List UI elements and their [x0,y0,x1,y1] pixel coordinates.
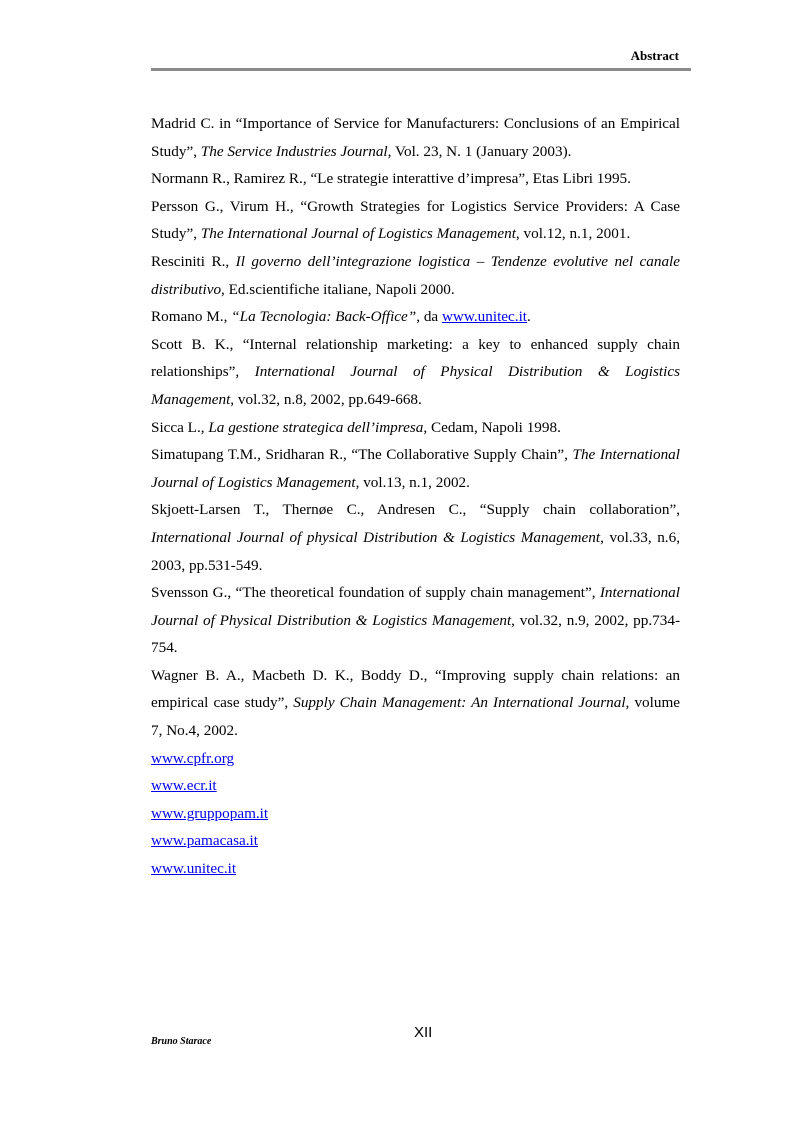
reference-link[interactable]: www.unitec.it [441,308,528,326]
website-link[interactable]: www.ecr.it [151,777,217,795]
website-link[interactable]: www.cpfr.org [151,749,235,767]
reference-text: Normann R., Ramirez R., “Le strategie interattive d’impresa”, Etas Libri 1995. [151,170,631,188]
reference-text: , vol.13, n.1, 2002. [355,473,470,491]
website-link[interactable]: www.pamacasa.it [151,832,258,850]
reference-entry [151,303,680,331]
reference-text: , vol.32, n.8, 2002, pp.649-668. [230,390,422,408]
footer-author: Bruno Starace [151,1036,212,1047]
reference-text: Sicca L., [151,418,209,436]
reference-title: La gestione strategica dell’impresa [208,418,424,436]
header-divider [151,68,691,71]
reference-text: , Cedam, Napoli 1998. [423,418,561,436]
website-link[interactable]: www.gruppopam.it [151,804,269,822]
reference-entry [151,165,680,193]
reference-entry [151,110,680,165]
reference-text: Wagner B. A., Macbeth D. K., Boddy D., “Improving supply chain relations: an empirical case study”, [151,666,680,712]
reference-entry [151,496,680,579]
reference-text: , Ed.scientifiche italiane, Napoli 2000. [221,280,455,298]
reference-entry [151,662,680,745]
page-number: XII [414,1024,433,1041]
reference-text: Svensson G., “The theoretical foundation of supply chain management”, [151,584,600,602]
reference-title: The International Journal of Logistics Management [151,446,680,491]
reference-title: Supply Chain Management: An International Journal [293,694,626,712]
website-link[interactable]: www.unitec.it [151,860,237,878]
reference-entry [151,579,680,662]
reference-text: Scott B. K., “Internal relationship marketing: a key to enhanced supply chain relationships”, [151,335,680,381]
reference-entry [151,331,680,414]
reference-text: Simatupang T.M., Sridharan R., “The Collaborative Supply Chain”, [151,446,573,464]
reference-text: , volume 7, No.4, 2002. [151,694,680,740]
reference-text: Skjoett-Larsen T., Thernøe C., Andresen C., “Supply chain collaboration”, [151,501,680,519]
reference-entries [151,110,680,745]
reference-entry [151,193,680,248]
reference-entry [151,441,680,496]
reference-text: , Vol. 23, N. 1 (January 2003). [387,142,572,160]
reference-text: Madrid C. in “Importance of Service for Manufacturers: Conclusions of an Empirical Study”, [151,115,680,160]
reference-title: The International Journal of Logistics Management [200,225,516,243]
reference-list [151,110,680,883]
reference-title: “La Tecnologia: Back-Office” [231,308,417,326]
reference-text: Persson G., Virum H., “Growth Strategies for Logistics Service Providers: A Case Study”, [151,197,680,243]
reference-text: Resciniti R., [151,252,236,270]
reference-text: , vol.12, n.1, 2001. [515,225,631,243]
reference-text: , vol.33, n.6, 2003, pp.531-549. [151,528,680,574]
reference-text: . [527,308,531,326]
reference-title: International Journal of Physical Distribution & Logistics Management [151,363,680,408]
reference-entry [151,248,680,303]
reference-title: International Journal of Physical Distribution & Logistics Management [151,584,680,629]
reference-title: The Service Industries Journal [200,142,388,160]
website-list [151,745,680,883]
header-title: Abstract [630,48,679,63]
reference-text: Romano M., [151,308,232,326]
reference-text: , da [416,308,442,326]
reference-title: International Journal of physical Distribution & Logistics Management [151,528,601,546]
reference-title: Il governo dell’integrazione logistica – Tendenze evolutive nel canale distributivo [151,252,680,298]
reference-text: , vol.32, n.9, 2002, pp.734-754. [151,611,680,657]
reference-entry [151,414,680,442]
